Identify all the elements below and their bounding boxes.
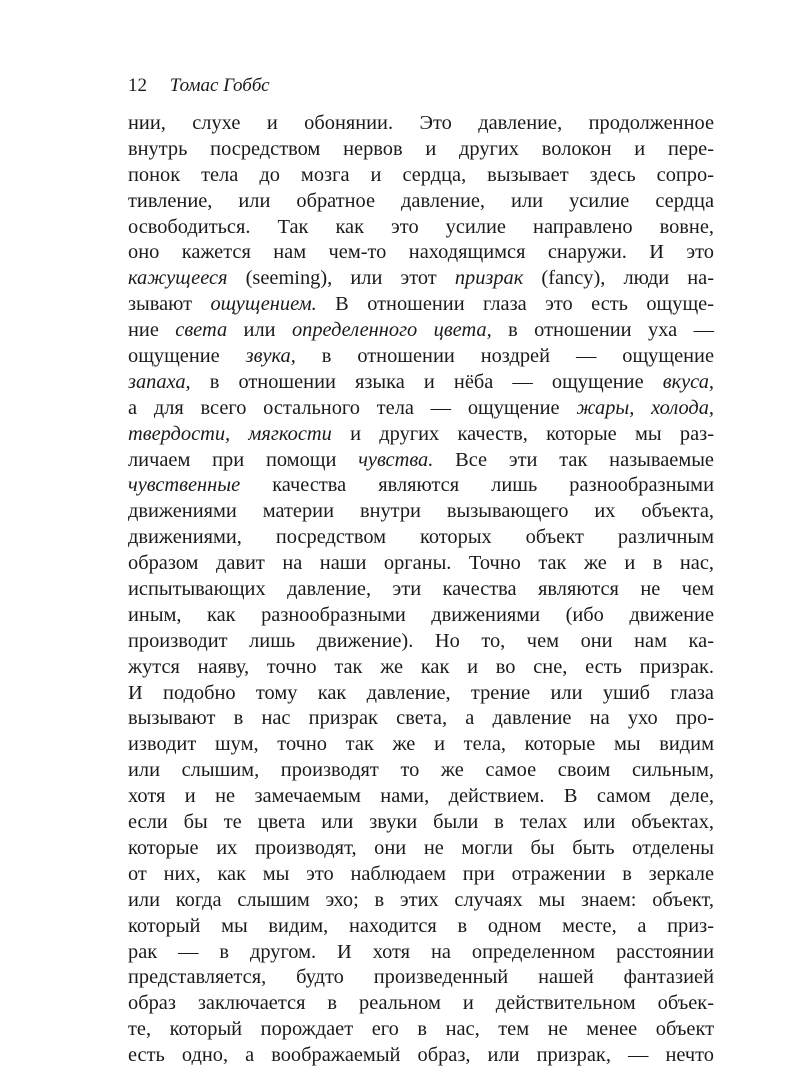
text-run: изводит шум, точно так же и тела, которые мы видим [128, 733, 714, 756]
text-run: от них, как мы это наблюдаем при отражении в зеркале [128, 862, 714, 885]
text-line [128, 732, 714, 758]
text-run: зывают [128, 293, 211, 316]
text-line [128, 422, 714, 448]
text-line [128, 914, 714, 940]
text-line [128, 655, 714, 681]
text-run: в отношении ноздрей — ощущение [295, 345, 714, 368]
text-line [128, 1017, 714, 1043]
text-run: в отношении языка и нёба — ощущение [190, 370, 663, 393]
text-line [128, 940, 714, 966]
text-line [128, 810, 714, 836]
text-line [128, 836, 714, 862]
text-run: внутрь посредством нервов и других волокон и пере- [128, 137, 714, 160]
text-line [128, 318, 714, 344]
text-line [128, 240, 714, 266]
text-run: движениями материи внутри вызывающего их объекта, [128, 500, 714, 523]
text-run: в отношении уха — [491, 319, 714, 342]
italic-term: ощущением. [210, 293, 317, 316]
text-run: испытывающих давление, эти качества являются не чем [128, 578, 714, 601]
text-line [128, 370, 714, 396]
text-line [128, 111, 714, 137]
text-run: освободиться. Так как это усилие направлено вовне, [128, 215, 714, 238]
text-line [128, 758, 714, 784]
text-run: рак — в другом. И хотя на определенном расстоянии [128, 940, 714, 963]
text-line [128, 344, 714, 370]
italic-term: чувственные [128, 474, 241, 497]
text-line [128, 292, 714, 318]
text-run: (seeming), или этот [227, 267, 455, 290]
text-line [128, 681, 714, 707]
text-run: или [227, 319, 292, 342]
text-run: есть одно, а воображаемый образ, или призрак, — нечто [128, 1044, 714, 1067]
text-run: движениями, посредством которых объект различным [128, 526, 714, 549]
text-run: производит лишь движение). Но то, чем они нам ка- [128, 629, 714, 652]
italic-term: определенного цвета, [291, 319, 492, 342]
text-run: и других качеств, которые мы раз- [331, 422, 714, 445]
text-run: тивление, или обратное давление, или усилие сердца [128, 189, 714, 212]
text-run: которые их производят, они не могли бы быть отделены [128, 836, 714, 859]
text-run: ние [128, 319, 176, 342]
text-line [128, 473, 714, 499]
text-line [128, 525, 714, 551]
text-line [128, 888, 714, 914]
text-run: Все эти так называемые [433, 448, 714, 471]
text-run: а для всего остального тела — ощущение [128, 396, 577, 419]
text-line [128, 862, 714, 888]
text-run: нии, слухе и обонянии. Это давление, продолженное [128, 112, 714, 134]
italic-term: света [175, 319, 228, 342]
text-line [128, 991, 714, 1017]
text-line [128, 706, 714, 732]
text-line [128, 965, 714, 991]
text-line [128, 189, 714, 215]
text-run: образом давит на наши органы. Точно так же и в нас, [128, 552, 714, 575]
text-run: ощущение [128, 345, 246, 368]
italic-term: твердости, мягкости [128, 422, 332, 445]
running-title: Томас Гоббс [169, 75, 270, 96]
text-line [128, 215, 714, 241]
text-run: жутся наяву, точно так же как и во сне, есть призрак. [128, 655, 714, 678]
text-run: (fancy), люди на- [523, 267, 714, 290]
text-line [128, 499, 714, 525]
text-line [128, 448, 714, 474]
text-run: хотя и не замечаемым нами, действием. В самом деле, [128, 785, 714, 808]
text-run: иным, как разнообразными движениями (ибо движение [128, 603, 714, 626]
text-run: В отношении глаза это есть ощуще- [316, 293, 714, 316]
text-line [128, 266, 714, 292]
text-run: образ заключается в реальном и действительном объек- [128, 992, 714, 1015]
running-head [128, 74, 270, 98]
text-run: личаем при помощи [128, 448, 359, 471]
italic-term: кажущееся [128, 267, 228, 290]
text-line [128, 1043, 714, 1069]
italic-term: чувства. [358, 448, 434, 471]
text-line [128, 603, 714, 629]
text-line [128, 163, 714, 189]
text-run: И подобно тому как давление, трение или ушиб глаза [128, 681, 714, 704]
text-line [128, 629, 714, 655]
italic-term: жары, холода, [576, 396, 714, 419]
text-line [128, 551, 714, 577]
italic-term: звука, [245, 345, 296, 368]
text-run: оно кажется нам чем-то находящимся снаружи. И это [128, 241, 714, 264]
body-text [128, 111, 714, 1069]
italic-term: вкуса, [662, 370, 714, 393]
text-run: или когда слышим эхо; в этих случаях мы знаем: объект, [128, 888, 714, 911]
page-number: 12 [128, 75, 147, 96]
text-line [128, 577, 714, 603]
text-run: который мы видим, находится в одном месте, а приз- [128, 914, 714, 937]
text-run: те, который порождает его в нас, тем не менее объект [128, 1018, 714, 1041]
text-run: если бы те цвета или звуки были в телах или объектах, [128, 811, 714, 834]
text-run: качества являются лишь разнообразными [240, 474, 714, 497]
text-run: или слышим, производят то же самое своим сильным, [128, 759, 714, 782]
text-line [128, 784, 714, 810]
text-line [128, 137, 714, 163]
text-run: понок тела до мозга и сердца, вызывает здесь сопро- [128, 163, 714, 186]
italic-term: запаха, [128, 370, 191, 393]
text-run: вызывают в нас призрак света, а давление на ухо про- [128, 707, 714, 730]
italic-term: призрак [454, 267, 524, 290]
text-line [128, 396, 714, 422]
text-run: представляется, будто произведенный нашей фантазией [128, 966, 714, 989]
